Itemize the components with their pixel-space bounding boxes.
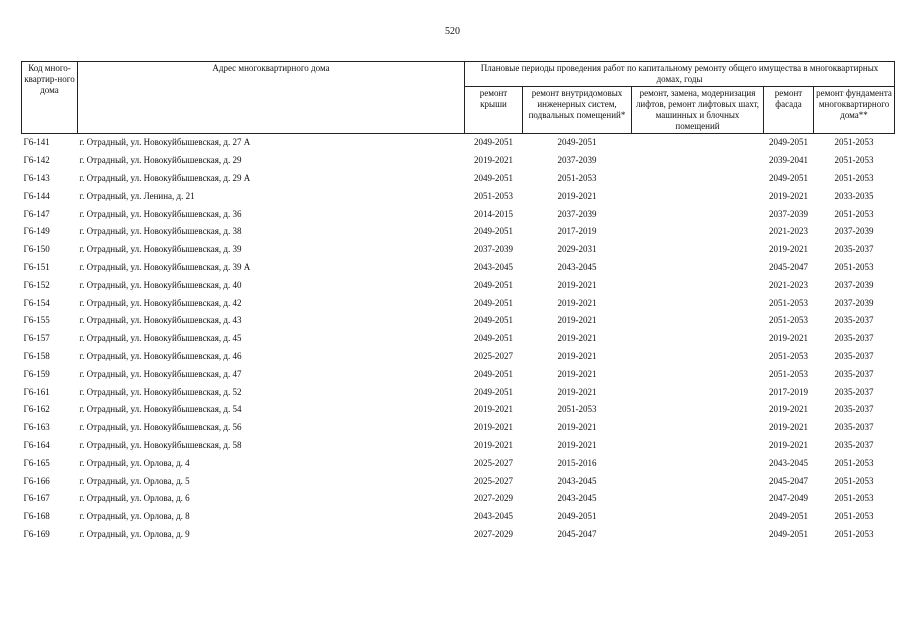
cell-code: Г6-158 (23, 350, 50, 361)
repair-schedule-table (21, 61, 895, 543)
cell-facade: 2043-2045 (769, 457, 808, 468)
cell-address: г. Отрадный, ул. Новокуйбышевская, д. 39 (79, 244, 242, 255)
cell-lifts (632, 276, 764, 294)
table-row (22, 383, 895, 401)
cell-roof: 2025-2027 (474, 475, 513, 486)
cell-address: г. Отрадный, ул. Орлова, д. 8 (79, 511, 190, 522)
cell-facade: 2021-2023 (769, 279, 808, 290)
cell-lifts (632, 472, 764, 490)
cell-facade: 2047-2049 (769, 493, 808, 504)
cell-address: г. Отрадный, ул. Орлова, д. 9 (79, 528, 190, 539)
cell-engineering: 2045-2047 (557, 528, 597, 539)
cell-code: Г6-168 (23, 511, 50, 522)
table-row (22, 187, 895, 205)
cell-code: Г6-169 (23, 528, 50, 539)
cell-engineering: 2037-2039 (557, 155, 597, 166)
cell-address: г. Отрадный, ул. Новокуйбышевская, д. 40 (79, 279, 242, 290)
table-row (22, 134, 895, 152)
header-engineering: ремонт внутридомовых инженерных систем, подвальных помещений* (523, 87, 632, 134)
cell-facade: 2019-2021 (769, 404, 808, 415)
table-row (22, 526, 895, 544)
cell-engineering: 2043-2045 (557, 475, 597, 486)
cell-foundation: 2033-2035 (834, 190, 874, 201)
cell-lifts (632, 508, 764, 526)
cell-roof: 2027-2029 (474, 493, 513, 504)
cell-address: г. Отрадный, ул. Новокуйбышевская, д. 46 (79, 350, 242, 361)
cell-engineering: 2019-2021 (557, 386, 597, 397)
cell-engineering: 2015-2016 (557, 457, 597, 468)
cell-code: Г6-161 (23, 386, 50, 397)
cell-address: г. Отрадный, ул. Новокуйбышевская, д. 52 (79, 386, 242, 397)
cell-engineering: 2019-2021 (557, 350, 597, 361)
cell-foundation: 2051-2053 (834, 528, 874, 539)
cell-foundation: 2035-2037 (834, 386, 874, 397)
table-row (22, 348, 895, 366)
cell-lifts (632, 365, 764, 383)
cell-foundation: 2035-2037 (834, 422, 874, 433)
cell-code: Г6-159 (23, 368, 50, 379)
cell-engineering: 2019-2021 (557, 333, 597, 344)
cell-address: г. Отрадный, ул. Ленина, д. 21 (79, 190, 195, 201)
cell-code: Г6-150 (23, 244, 50, 255)
table-row (22, 276, 895, 294)
cell-foundation: 2037-2039 (834, 297, 874, 308)
cell-engineering: 2019-2021 (557, 315, 597, 326)
cell-roof: 2049-2051 (465, 134, 523, 152)
header-periods: Плановые периоды проведения работ по капитальному ремонту общего имущества в многоквартирных домах, годы (465, 62, 895, 87)
cell-code: Г6-147 (23, 208, 50, 219)
cell-address: г. Отрадный, ул. Новокуйбышевская, д. 54 (79, 404, 242, 415)
cell-lifts (632, 437, 764, 455)
table-row (22, 205, 895, 223)
table-row (22, 152, 895, 170)
cell-address: г. Отрадный, ул. Новокуйбышевская, д. 27 А (78, 134, 465, 152)
cell-lifts (632, 526, 764, 544)
cell-code: Г6-157 (23, 333, 50, 344)
cell-lifts (632, 134, 764, 152)
cell-roof: 2014-2015 (474, 208, 513, 219)
cell-foundation: 2035-2037 (834, 439, 874, 450)
cell-lifts (632, 259, 764, 277)
cell-facade: 2051-2053 (769, 368, 808, 379)
cell-roof: 2051-2053 (474, 190, 513, 201)
cell-roof: 2049-2051 (474, 368, 513, 379)
cell-roof: 2019-2021 (474, 155, 513, 166)
cell-address: г. Отрадный, ул. Новокуйбышевская, д. 43 (79, 315, 242, 326)
cell-address: г. Отрадный, ул. Новокуйбышевская, д. 29 (79, 155, 242, 166)
cell-foundation: 2051-2053 (834, 457, 874, 468)
cell-lifts (632, 490, 764, 508)
cell-roof: 2025-2027 (474, 457, 513, 468)
cell-engineering: 2019-2021 (557, 439, 597, 450)
cell-facade: 2019-2021 (769, 244, 808, 255)
header-facade: ремонт фасада (764, 87, 814, 134)
header-code: Код много-квартир-ного дома (22, 62, 78, 134)
header-address: Адрес многоквартирного дома (78, 62, 465, 134)
cell-engineering: 2017-2019 (557, 226, 597, 237)
cell-roof: 2019-2021 (474, 404, 513, 415)
page-number: 520 (445, 26, 460, 37)
table-row (22, 454, 895, 472)
cell-lifts (632, 454, 764, 472)
cell-code: Г6-151 (23, 261, 50, 272)
cell-facade: 2019-2021 (769, 422, 808, 433)
cell-address: г. Отрадный, ул. Новокуйбышевская, д. 42 (79, 297, 242, 308)
cell-foundation: 2051-2053 (834, 172, 874, 183)
cell-facade: 2049-2051 (769, 511, 808, 522)
cell-foundation: 2035-2037 (834, 368, 874, 379)
table-row (22, 472, 895, 490)
cell-facade: 2049-2051 (764, 134, 814, 152)
cell-code: Г6-149 (23, 226, 50, 237)
cell-lifts (632, 312, 764, 330)
cell-engineering: 2043-2045 (557, 261, 597, 272)
cell-address: г. Отрадный, ул. Новокуйбышевская, д. 38 (79, 226, 242, 237)
cell-engineering: 2037-2039 (557, 208, 597, 219)
cell-roof: 2049-2051 (474, 297, 513, 308)
cell-facade: 2045-2047 (769, 261, 808, 272)
cell-roof: 2027-2029 (474, 528, 513, 539)
cell-address: г. Отрадный, ул. Новокуйбышевская, д. 39 А (79, 261, 251, 272)
cell-foundation: 2035-2037 (834, 350, 874, 361)
cell-address: г. Отрадный, ул. Новокуйбышевская, д. 58 (79, 439, 242, 450)
cell-facade: 2051-2053 (769, 315, 808, 326)
cell-engineering: 2019-2021 (557, 297, 597, 308)
cell-roof: 2019-2021 (474, 422, 513, 433)
cell-roof: 2043-2045 (474, 511, 513, 522)
cell-lifts (632, 152, 764, 170)
cell-address: г. Отрадный, ул. Новокуйбышевская, д. 47 (79, 368, 242, 379)
table-row (22, 312, 895, 330)
cell-address: г. Отрадный, ул. Новокуйбышевская, д. 36 (79, 208, 242, 219)
cell-engineering: 2019-2021 (557, 279, 597, 290)
cell-code: Г6-162 (23, 404, 50, 415)
cell-lifts (632, 241, 764, 259)
cell-facade: 2039-2041 (769, 155, 808, 166)
table-body (22, 134, 895, 544)
cell-address: г. Отрадный, ул. Орлова, д. 4 (79, 457, 190, 468)
table-row (22, 241, 895, 259)
table-row (22, 437, 895, 455)
cell-roof: 2049-2051 (474, 226, 513, 237)
cell-foundation: 2037-2039 (834, 279, 874, 290)
cell-lifts (632, 187, 764, 205)
cell-code: Г6-167 (23, 493, 50, 504)
cell-roof: 2049-2051 (474, 315, 513, 326)
cell-engineering: 2043-2045 (557, 493, 597, 504)
cell-roof: 2049-2051 (474, 172, 513, 183)
cell-facade: 2019-2021 (769, 190, 808, 201)
cell-lifts (632, 348, 764, 366)
cell-code: Г6-144 (23, 190, 50, 201)
cell-address: г. Отрадный, ул. Орлова, д. 6 (79, 493, 190, 504)
cell-code: Г6-165 (23, 457, 50, 468)
cell-code: Г6-152 (23, 279, 50, 290)
table-row (22, 330, 895, 348)
cell-foundation: 2035-2037 (834, 333, 874, 344)
cell-facade: 2049-2051 (769, 172, 808, 183)
cell-foundation: 2035-2037 (834, 315, 874, 326)
cell-code: Г6-163 (23, 422, 50, 433)
cell-foundation: 2051-2053 (834, 261, 874, 272)
cell-foundation: 2051-2053 (834, 475, 874, 486)
cell-address: г. Отрадный, ул. Новокуйбышевская, д. 29 А (79, 172, 251, 183)
table-row (22, 170, 895, 188)
cell-facade: 2019-2021 (769, 333, 808, 344)
cell-address: г. Отрадный, ул. Новокуйбышевская, д. 56 (79, 422, 242, 433)
cell-roof: 2049-2051 (474, 333, 513, 344)
cell-engineering: 2051-2053 (557, 404, 597, 415)
cell-facade: 2049-2051 (769, 528, 808, 539)
table-row (22, 508, 895, 526)
table-row (22, 365, 895, 383)
cell-lifts (632, 205, 764, 223)
cell-code: Г6-164 (23, 439, 50, 450)
cell-code: Г6-141 (22, 134, 78, 152)
cell-roof: 2049-2051 (474, 386, 513, 397)
cell-roof: 2049-2051 (474, 279, 513, 290)
cell-code: Г6-166 (23, 475, 50, 486)
cell-engineering: 2019-2021 (557, 422, 597, 433)
cell-lifts (632, 330, 764, 348)
cell-code: Г6-155 (23, 315, 50, 326)
cell-facade: 2021-2023 (769, 226, 808, 237)
cell-engineering: 2029-2031 (557, 244, 597, 255)
cell-foundation: 2051-2053 (834, 511, 874, 522)
cell-roof: 2019-2021 (474, 439, 513, 450)
cell-code: Г6-143 (23, 172, 50, 183)
cell-facade: 2045-2047 (769, 475, 808, 486)
table-row (22, 490, 895, 508)
cell-address: г. Отрадный, ул. Орлова, д. 5 (79, 475, 190, 486)
cell-foundation: 2051-2053 (834, 208, 874, 219)
cell-roof: 2037-2039 (474, 244, 513, 255)
cell-facade: 2051-2053 (769, 350, 808, 361)
cell-lifts (632, 294, 764, 312)
header-foundation: ремонт фундамента многоквартирного дома** (814, 87, 895, 134)
cell-facade: 2037-2039 (769, 208, 808, 219)
cell-foundation: 2035-2037 (834, 404, 874, 415)
cell-facade: 2019-2021 (769, 439, 808, 450)
cell-code: Г6-142 (23, 155, 50, 166)
cell-engineering: 2051-2053 (557, 172, 597, 183)
cell-roof: 2025-2027 (474, 350, 513, 361)
header-lifts: ремонт, замена, модернизация лифтов, ремонт лифтовых шахт, машинных и блочных помещений (632, 87, 764, 134)
cell-lifts (632, 401, 764, 419)
cell-engineering: 2019-2021 (557, 368, 597, 379)
cell-code: Г6-154 (23, 297, 50, 308)
cell-address: г. Отрадный, ул. Новокуйбышевская, д. 45 (79, 333, 242, 344)
cell-lifts (632, 383, 764, 401)
table-row (22, 259, 895, 277)
cell-facade: 2051-2053 (769, 297, 808, 308)
cell-engineering: 2019-2021 (557, 190, 597, 201)
table-row (22, 401, 895, 419)
cell-lifts (632, 170, 764, 188)
cell-foundation: 2051-2053 (834, 493, 874, 504)
cell-engineering: 2049-2051 (523, 134, 632, 152)
cell-foundation: 2037-2039 (834, 226, 874, 237)
cell-facade: 2017-2019 (769, 386, 808, 397)
table-row (22, 419, 895, 437)
table-row (22, 223, 895, 241)
cell-foundation: 2051-2053 (834, 155, 874, 166)
cell-lifts (632, 419, 764, 437)
cell-foundation: 2035-2037 (834, 244, 874, 255)
cell-lifts (632, 223, 764, 241)
cell-engineering: 2049-2051 (557, 511, 597, 522)
table-row (22, 294, 895, 312)
cell-foundation: 2051-2053 (814, 134, 895, 152)
cell-roof: 2043-2045 (474, 261, 513, 272)
header-roof: ремонт крыши (465, 87, 523, 134)
